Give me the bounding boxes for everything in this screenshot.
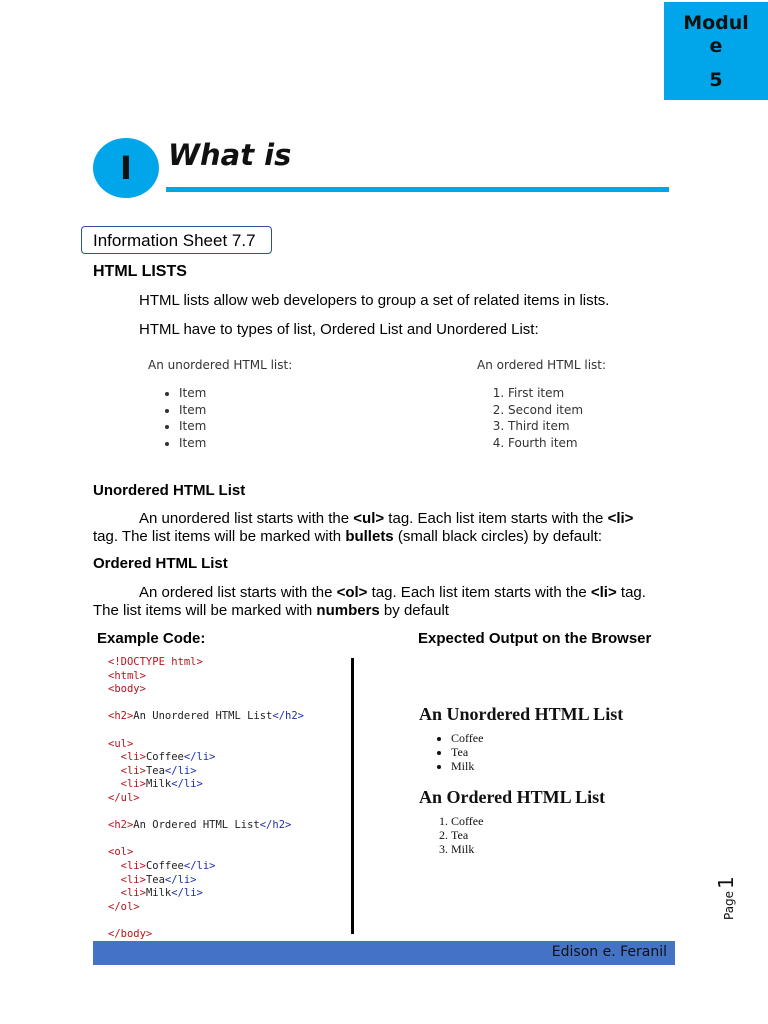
list-item: • Milk — [451, 759, 623, 773]
list-item: 2. Second item — [508, 402, 606, 419]
ordered-desc-line2: The list items will be marked with numbers by default — [93, 602, 449, 619]
list-item: • Tea — [451, 745, 623, 759]
section-title: HTML LISTS — [93, 263, 187, 280]
unordered-demo-list — [148, 385, 292, 451]
list-item: 1. Coffee — [451, 814, 623, 828]
intro-paragraph-1: HTML lists allow web developers to group a set of related items in lists. — [139, 292, 610, 309]
ordered-demo-caption: An ordered HTML list: — [477, 358, 607, 372]
list-item: 4. Fourth item — [508, 435, 606, 452]
browser-unordered-list — [419, 731, 623, 773]
intro-paragraph-2: HTML have to types of list, Ordered List and Unordered List: — [139, 321, 539, 338]
unordered-demo — [148, 358, 292, 451]
info-sheet-label: Information Sheet 7.7 — [81, 226, 272, 254]
list-item: 1. First item — [508, 385, 606, 402]
module-label-line2: e — [709, 35, 723, 57]
page-number: 1 — [714, 876, 738, 889]
list-item: • Coffee — [451, 731, 623, 745]
list-item: • Item — [179, 385, 292, 402]
example-code-block: <!DOCTYPE html> <html> <body> <h2>An Unordered HTML List</h2> <ul> <li>Coffee</li> <li>Tea</li> <li>Milk</li> </ul> <h2>An Ordered HTML List</h2> <ol> <li>Coffee</li> <li>Tea</li> <li>Milk</li> </ol> </body> — [108, 656, 304, 940]
browser-ordered-list — [419, 814, 623, 856]
list-item: • Item — [179, 418, 292, 435]
ordered-demo-list — [477, 385, 606, 451]
module-badge — [664, 2, 768, 100]
ordered-heading: Ordered HTML List — [93, 555, 228, 572]
list-item: 2. Tea — [451, 828, 623, 842]
page-number-label — [702, 872, 742, 920]
browser-ordered-heading: An Ordered HTML List — [419, 787, 606, 807]
chapter-numeral-badge: I — [93, 138, 159, 198]
page-word: Page — [722, 890, 736, 920]
module-label-line1: Modul — [683, 12, 749, 34]
list-item: 3. Milk — [451, 842, 623, 856]
title-underline — [166, 187, 669, 192]
list-item: 3. Third item — [508, 418, 606, 435]
browser-unordered-heading: An Unordered HTML List — [419, 704, 624, 724]
example-code-label: Example Code: — [97, 630, 206, 647]
browser-output — [419, 704, 623, 856]
chapter-title: What is — [168, 138, 292, 172]
list-item: • Item — [179, 435, 292, 452]
expected-output-label: Expected Output on the Browser — [418, 630, 652, 647]
unordered-heading: Unordered HTML List — [93, 482, 246, 499]
ordered-desc-line1: An ordered list starts with the <ol> tag. Each list item starts with the <li> tag. — [139, 584, 646, 601]
column-divider — [351, 658, 354, 934]
footer-author: Edison e. Feranil — [551, 944, 667, 960]
module-number: 5 — [709, 69, 723, 91]
unordered-desc-line2: tag. The list items will be marked with bullets (small black circles) by default: — [93, 528, 603, 545]
unordered-desc-line1: An unordered list starts with the <ul> tag. Each list item starts with the <li> — [139, 510, 634, 527]
footer-bar — [93, 941, 675, 965]
ordered-demo — [477, 358, 606, 451]
unordered-demo-caption: An unordered HTML list: — [148, 358, 293, 372]
list-item: • Item — [179, 402, 292, 419]
